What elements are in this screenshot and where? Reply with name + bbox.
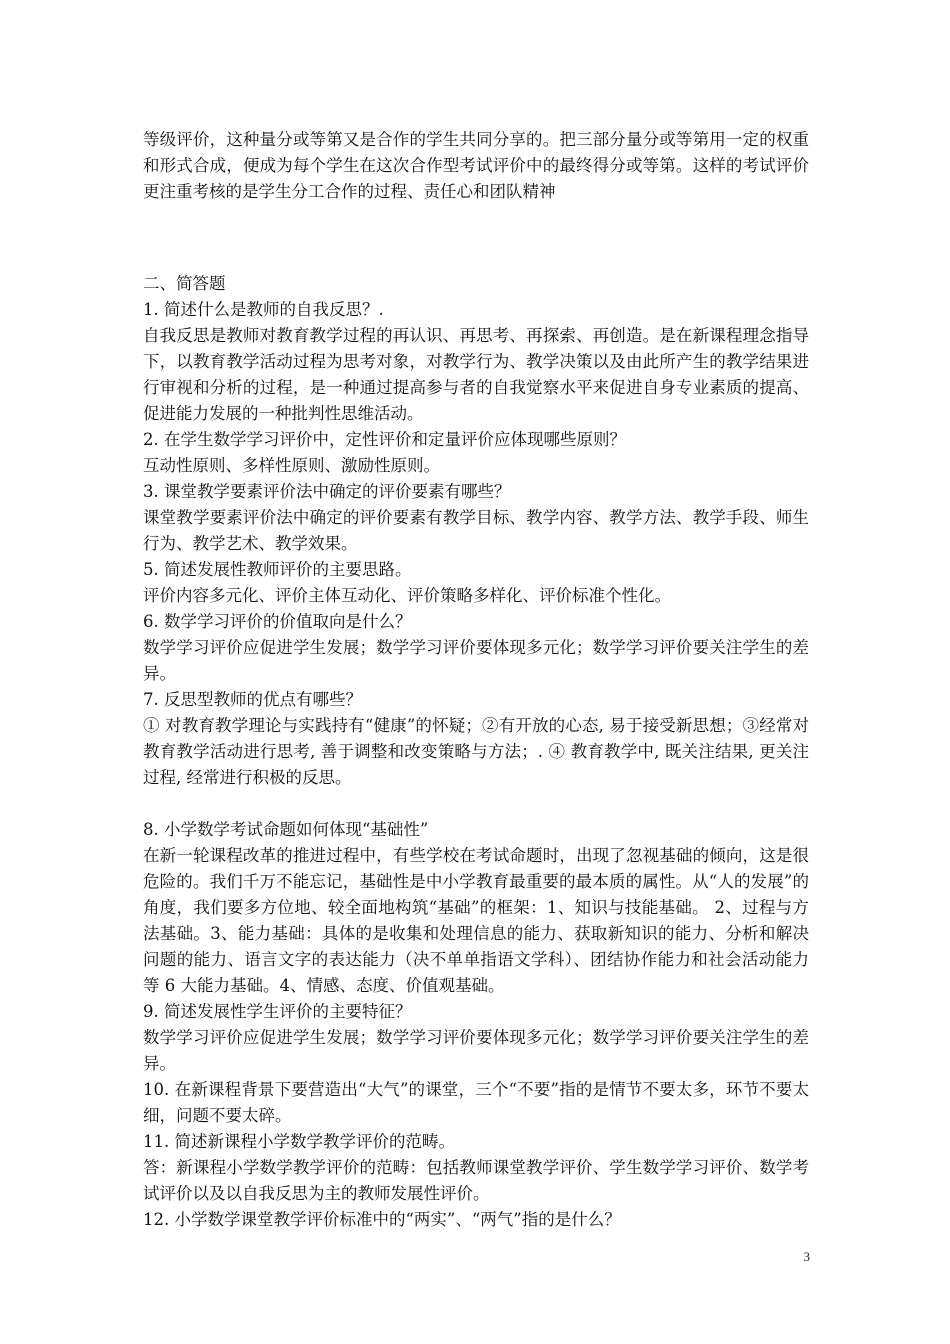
question-12: 12. 小学数学课堂教学评价标准中的“两实”、“两气”指的是什么？ — [143, 1210, 621, 1229]
section-title: 二、简答题 — [143, 274, 226, 293]
question-6: 6. 数学学习评价的价值取向是什么？ — [143, 612, 412, 631]
question-5: 5. 简述发展性教师评价的主要思路。 — [143, 560, 412, 579]
question-10: 10. 在新课程背景下要营造出“大气”的课堂，三个“不要”指的是情节不要太多，环节不要太细，问题不要太碎。 — [143, 1080, 809, 1125]
intro-paragraph: 等级评价，这种量分或等第又是合作的学生共同分享的。把三部分量分或等第用一定的权重和形式合成，便成为每个学生在这次合作型考试评价中的最终得分或等第。这样的考试评价更注重考核的是学生分工合作的过程、责任心和团队精神 — [143, 130, 809, 201]
answer-8: 在新一轮课程改革的推进过程中，有些学校在考试命题时，出现了忽视基础的倾向，这是很危险的。我们千万不能忘记，基础性是中小学教育最重要的最本质的属性。从“人的发展”的角度，我们要多方位地、较全面地构筑“基础”的框架：1、知识与技能基础。 2、过程与方法基础。3、能力基础：具体的是收集和处理信息的能力、获取新知识的能力、分析和解决问题的能力、语言文字的表达能力（决不单单指语文学科）、团结协作能力和社会活动能力等 6 大能力基础。4、情感、态度、价值观基础。 — [143, 846, 809, 995]
question-7: 7. 反思型教师的优点有哪些？ — [143, 690, 362, 709]
question-1: 1. 简述什么是教师的自我反思？. — [143, 300, 384, 319]
paragraph-gap — [143, 791, 809, 817]
question-8: 8. 小学数学考试命题如何体现“基础性” — [143, 820, 429, 839]
qa-section — [143, 271, 809, 1233]
answer-3: 课堂教学要素评价法中确定的评价要素有教学目标、教学内容、教学方法、教学手段、师生行为、教学艺术、教学效果。 — [143, 508, 809, 553]
answer-1: 自我反思是教师对教育教学过程的再认识、再思考、再探索、再创造。是在新课程理念指导下，以教育教学活动过程为思考对象，对教学行为、教学决策以及由此所产生的教学结果进行审视和分析的过程，是一种通过提高参与者的自我觉察水平来促进自身专业素质的提高、促进能力发展的一种批判性思维活动。 — [143, 326, 809, 423]
answer-9: 数学学习评价应促进学生发展；数学学习评价要体现多元化；数学学习评价要关注学生的差异。 — [143, 1028, 809, 1073]
answer-6: 数学学习评价应促进学生发展；数学学习评价要体现多元化；数学学习评价要关注学生的差异。 — [143, 638, 809, 683]
question-11: 11. 简述新课程小学数学教学评价的范畴。 — [143, 1132, 455, 1151]
answer-2: 互动性原则、多样性原则、激励性原则。 — [143, 456, 440, 475]
page-number: 3 — [803, 1249, 810, 1264]
question-2: 2. 在学生数学学习评价中，定性评价和定量评价应体现哪些原则？ — [143, 430, 626, 449]
answer-11: 答：新课程小学数学教学评价的范畴：包括教师课堂教学评价、学生数学学习评价、数学考试评价以及以自我反思为主的教师发展性评价。 — [143, 1158, 809, 1203]
question-3: 3. 课堂教学要素评价法中确定的评价要素有哪些？ — [143, 482, 511, 501]
answer-7: ① 对教育教学理论与实践持有“健康”的怀疑；②有开放的心态, 易于接受新思想；③经常对教育教学活动进行思考, 善于调整和改变策略与方法；. ④ 教育教学中, 既关注结果, 更关注过程, 经常进行积极的反思。 — [143, 716, 809, 787]
answer-5: 评价内容多元化、评价主体互动化、评价策略多样化、评价标准个性化。 — [143, 586, 671, 605]
intro-block — [143, 127, 809, 205]
question-9: 9. 简述发展性学生评价的主要特征？ — [143, 1002, 412, 1021]
